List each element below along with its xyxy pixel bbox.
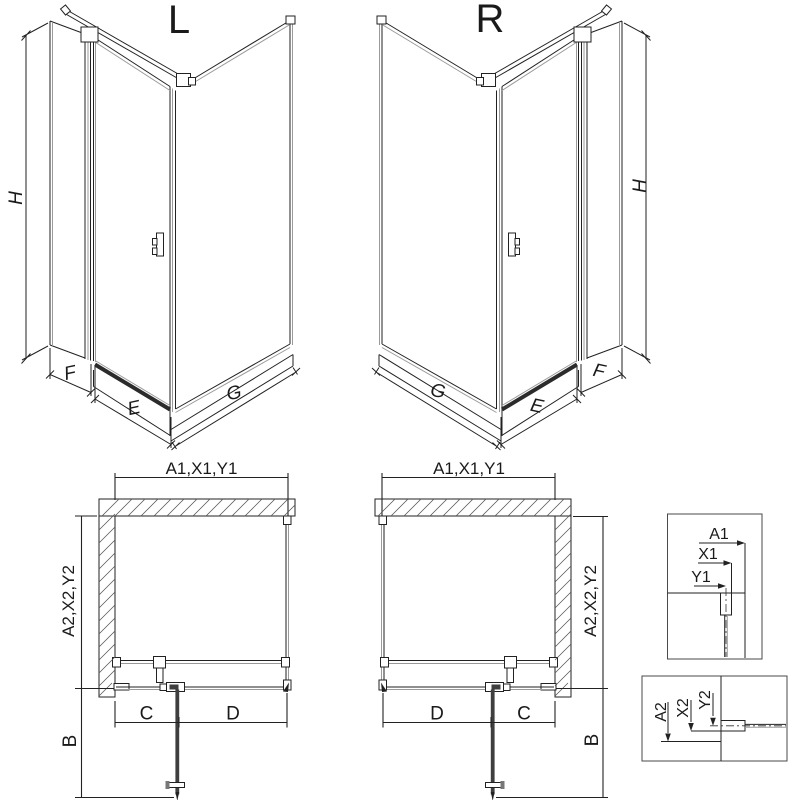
- iso-view-right: [372, 0, 651, 450]
- wall-hatch-side-left-plan: [99, 514, 115, 696]
- variant-label-right: R: [475, 0, 505, 41]
- plan-right-depth-dim: A2,X2,Y2: [581, 565, 600, 637]
- dim-label-height-left: H: [6, 191, 27, 205]
- plan-right-width-dim: A1,X1,Y1: [433, 459, 505, 478]
- iso-view-left: [6, 0, 300, 450]
- detail-x2-label: X2: [675, 698, 692, 718]
- plan-right-swing-dim: B: [582, 733, 603, 747]
- detail-a1-label: A1: [709, 526, 729, 543]
- dim-label-return-panel-right: G: [428, 379, 448, 404]
- variant-label-left: L: [167, 0, 191, 42]
- detail-y1-label: Y1: [691, 569, 711, 586]
- dim-label-side-panel-left: F: [62, 362, 78, 385]
- detail-x1-label: X1: [698, 546, 718, 563]
- wall-hatch-side-right-plan: [555, 514, 571, 696]
- dim-label-side-panel-right: F: [591, 360, 607, 383]
- dim-label-door-right: E: [528, 394, 546, 419]
- detail-box-width-profile: [668, 514, 763, 659]
- plan-view-left: [59, 459, 295, 800]
- plan-view-right: [375, 459, 608, 800]
- plan-left-fixed-dim: C: [139, 703, 154, 725]
- dim-label-return-panel-left: G: [224, 381, 244, 406]
- plan-right-door-dim: D: [430, 703, 444, 725]
- wall-hatch-top-right-plan: [378, 499, 571, 516]
- wall-hatch-top-left-plan: [102, 499, 295, 516]
- detail-y2-label: Y2: [697, 690, 714, 710]
- plan-left-swing-dim: B: [60, 734, 81, 748]
- dim-label-door-left: E: [125, 396, 143, 421]
- detail-box-depth-profile: [642, 676, 787, 761]
- detail-a2-label: A2: [653, 702, 670, 722]
- plan-left-door-dim: D: [226, 703, 240, 725]
- dim-label-height-right: H: [630, 179, 651, 193]
- plan-left-width-dim: A1,X1,Y1: [165, 459, 238, 478]
- plan-right-fixed-dim: C: [517, 703, 531, 725]
- plan-left-depth-dim: A2,X2,Y2: [59, 565, 78, 637]
